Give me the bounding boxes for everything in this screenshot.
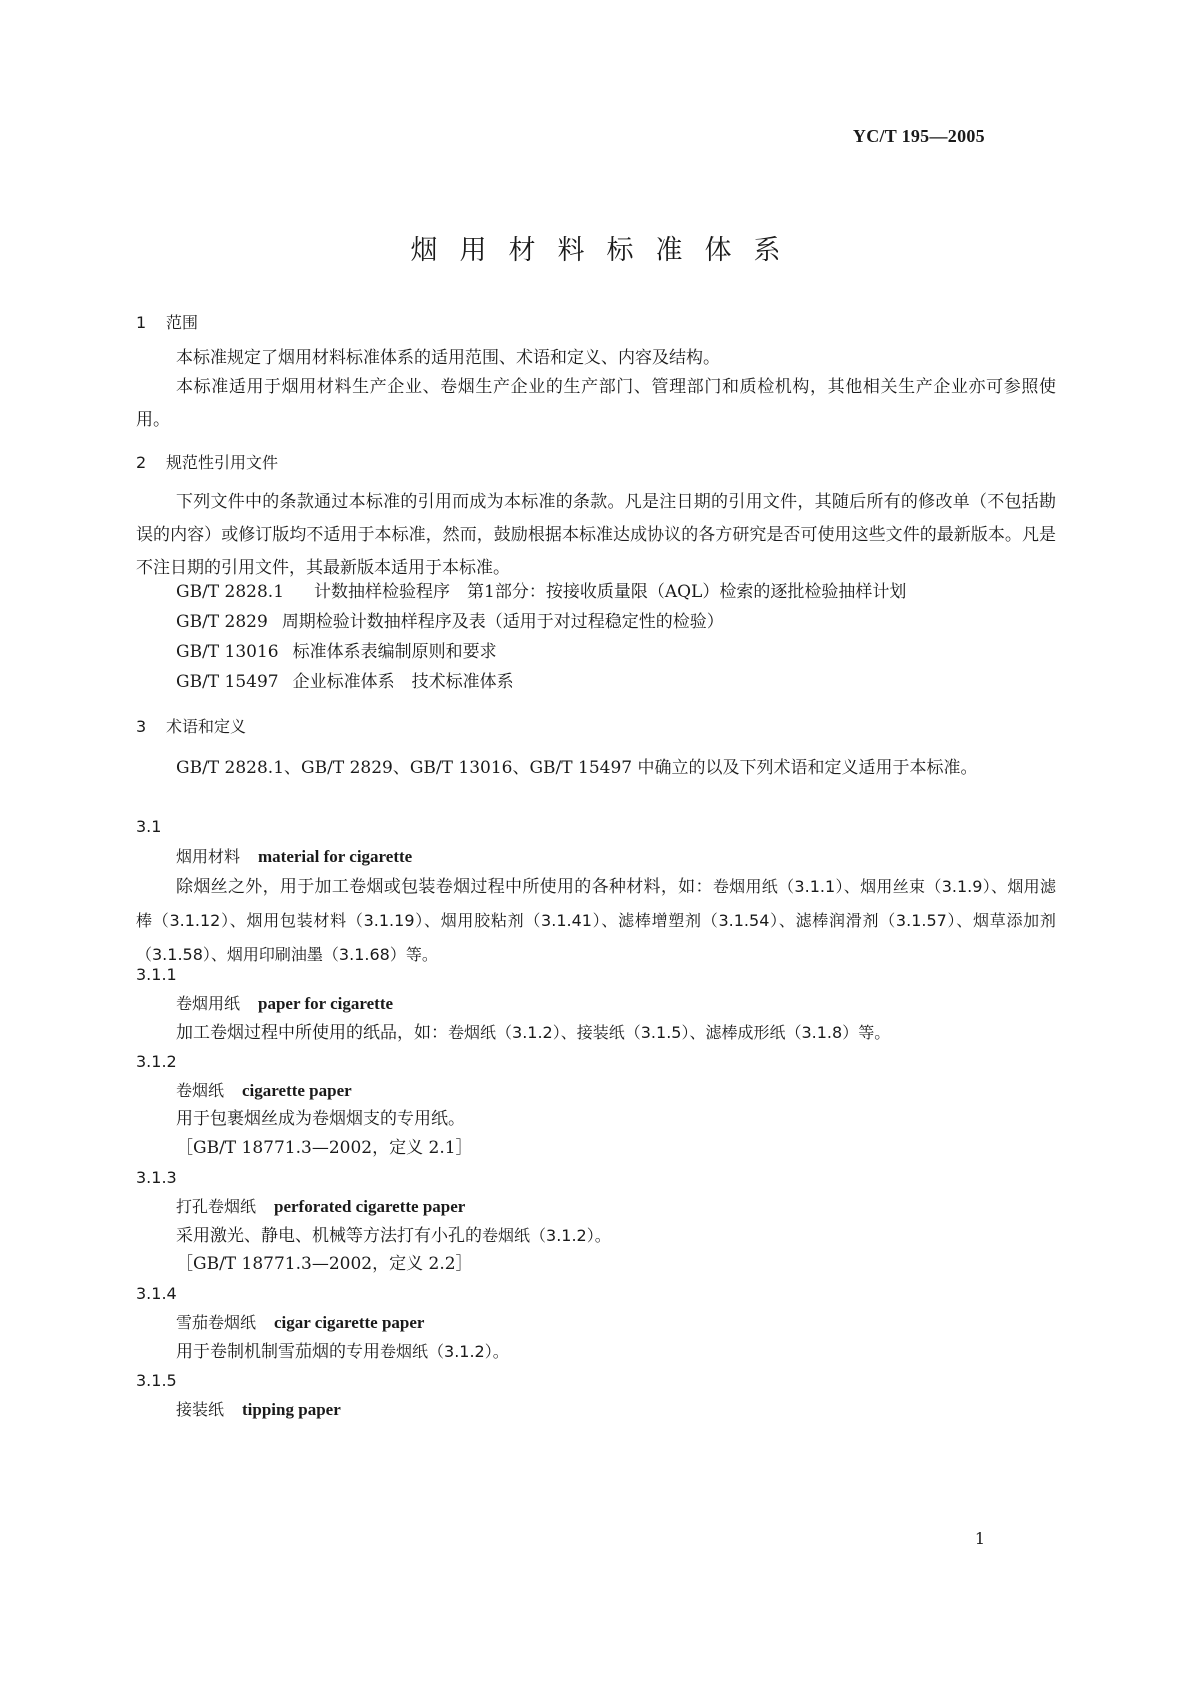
def-text: （3.1.54）、 [701, 911, 796, 930]
def-text: （3.1.58）、 [136, 945, 227, 964]
term-ref: 卷烟纸 [448, 1023, 497, 1042]
section-2-title: 规范性引用文件 [166, 453, 279, 472]
term-number: 3.1.1 [136, 965, 177, 984]
def-text: （3.1.2）。 [428, 1342, 509, 1361]
reference-item [136, 606, 1096, 639]
term-ref: 卷烟纸 [380, 1342, 429, 1361]
section-2-number: 2 [136, 453, 147, 472]
section-3-intro: GB/T 2828.1、GB/T 2829、GB/T 13016、GB/T 15497 中确立的以及下列术语和定义适用于本标准。 [176, 758, 978, 778]
def-text: 除烟丝之外，用于加工卷烟或包装卷烟过程中所使用的各种材料，如： [176, 877, 713, 897]
reference-item [136, 636, 1096, 669]
reference-title: 企业标准体系 技术标准体系 [292, 672, 514, 692]
term-ref: 接装纸 [576, 1023, 625, 1042]
section-1-title: 范围 [166, 313, 199, 332]
section-2-heading [136, 446, 1056, 479]
page-number: 1 [974, 1529, 985, 1548]
def-text: （3.1.68）等。 [322, 945, 438, 964]
reference-code: GB/T 13016 [176, 642, 279, 662]
term-ref: 卷烟纸 [482, 1226, 531, 1245]
term-en: cigarette paper [242, 1081, 352, 1100]
term-zh: 卷烟用纸 [176, 994, 241, 1013]
def-text: 加工卷烟过程中所使用的纸品，如： [176, 1023, 448, 1043]
section-3-title: 术语和定义 [166, 717, 247, 736]
reference-code: GB/T 2829 [176, 612, 268, 632]
term-number: 3.1.4 [136, 1284, 177, 1303]
section-3-number: 3 [136, 717, 147, 736]
document-title: 烟用材料标准体系 [410, 235, 803, 266]
def-text: 采用激光、静电、机械等方法打有小孔的 [176, 1226, 482, 1246]
term-zh: 卷烟纸 [176, 1081, 225, 1100]
section-1-para-1: 本标准规定了烟用材料标准体系的适用范围、术语和定义、内容及结构。 [176, 348, 720, 368]
reference-item [136, 576, 1096, 609]
term-en: perforated cigarette paper [274, 1197, 466, 1216]
term-en: tipping paper [242, 1400, 341, 1419]
term-en: material for cigarette [258, 847, 413, 866]
term-source: ［GB/T 18771.3—2002，定义 2.2］ [176, 1254, 473, 1274]
term-ref: 滤棒增塑剂 [618, 911, 702, 930]
term-zh: 雪茄卷烟纸 [176, 1313, 257, 1332]
term-number: 3.1 [136, 817, 162, 836]
term-ref: 烟用印刷油墨 [226, 945, 323, 964]
term-definition: 用于包裹烟丝成为卷烟烟支的专用纸。 [176, 1109, 465, 1129]
reference-title: 计数抽样检验程序 第1部分：按接收质量限（AQL）检索的逐批检验抽样计划 [314, 582, 907, 602]
term-source: ［GB/T 18771.3—2002，定义 2.1］ [176, 1138, 473, 1158]
reference-title: 标准体系表编制原则和要求 [292, 642, 497, 662]
def-text: （3.1.41）、 [524, 911, 619, 930]
term-number: 3.1.2 [136, 1052, 177, 1071]
section-1-number: 1 [136, 313, 147, 332]
def-text: 用于卷制机制雪茄烟的专用 [176, 1342, 380, 1362]
term-ref: 滤棒润滑剂 [795, 911, 880, 930]
term-heading [136, 1393, 1096, 1426]
term-ref: 烟用滤棒 [136, 877, 1056, 930]
def-text: （3.1.57）、 [879, 911, 973, 930]
section-2-para-1: 下列文件中的条款通过本标准的引用而成为本标准的条款。凡是注日期的引用文件，其随后所有的修改单（不包括勘误的内容）或修订版均不适用于本标准，然而，鼓励根据本标准达成协议的各方研究是否可使用这些文件的最新版本。凡是不注日期的引用文件，其最新版本适用于本标准。 [136, 492, 1056, 578]
reference-title: 周期检验计数抽样程序及表（适用于对过程稳定性的检验） [281, 612, 724, 632]
def-text: （3.1.5）、 [624, 1023, 706, 1042]
term-en: paper for cigarette [258, 994, 394, 1013]
section-1-heading [136, 306, 1056, 339]
term-zh: 接装纸 [176, 1400, 225, 1419]
term-heading [136, 840, 1096, 873]
def-text: （3.1.12）、 [152, 911, 247, 930]
term-en: cigar cigarette paper [274, 1313, 425, 1332]
def-text: （3.1.1）、 [778, 877, 861, 896]
def-text: （3.1.2）、 [496, 1023, 577, 1042]
term-ref: 烟用包装材料 [246, 911, 347, 930]
term-ref: 烟用胶粘剂 [440, 911, 525, 930]
term-zh: 烟用材料 [176, 847, 241, 866]
reference-code: GB/T 2828.1 [176, 582, 285, 602]
def-text: （3.1.19）、 [346, 911, 441, 930]
term-ref: 烟草添加剂 [973, 911, 1056, 930]
term-ref: 卷烟用纸 [712, 877, 779, 896]
section-3-heading [136, 710, 1056, 743]
term-zh: 打孔卷烟纸 [176, 1197, 257, 1216]
reference-code: GB/T 15497 [176, 672, 279, 692]
def-text: （3.1.9）、 [925, 877, 1008, 896]
term-definition [136, 870, 1056, 972]
term-number: 3.1.5 [136, 1371, 177, 1390]
section-1-para-2: 本标准适用于烟用材料生产企业、卷烟生产企业的生产部门、管理部门和质检机构，其他相关生产企业亦可参照使用。 [136, 377, 1056, 430]
term-number: 3.1.3 [136, 1168, 177, 1187]
def-text: （3.1.2）。 [530, 1226, 611, 1245]
def-text: （3.1.8）等。 [785, 1023, 891, 1042]
term-ref: 滤棒成形纸 [705, 1023, 786, 1042]
term-ref: 烟用丝束 [860, 877, 926, 896]
reference-item [136, 666, 1096, 699]
standard-code: YC/T 195—2005 [852, 126, 985, 146]
